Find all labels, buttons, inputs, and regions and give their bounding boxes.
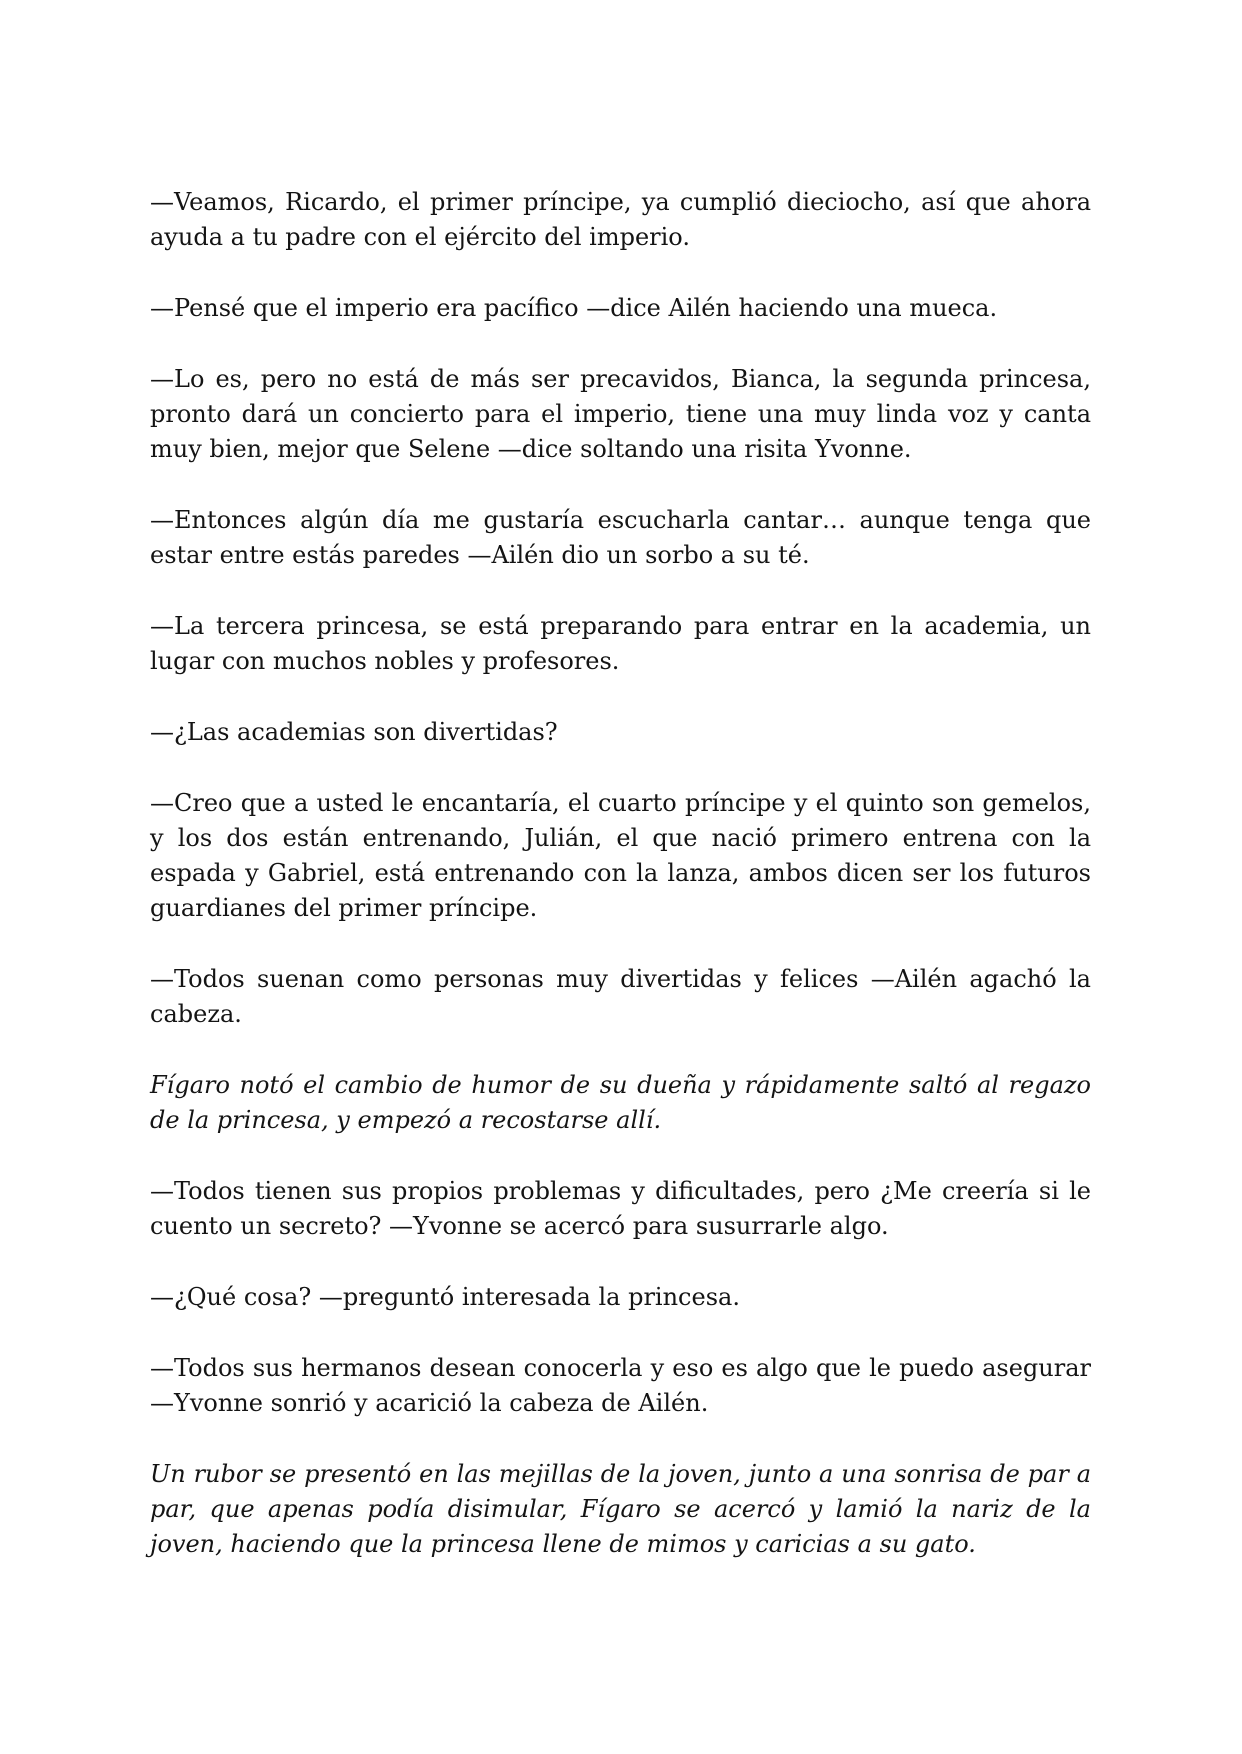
paragraph-7: —Creo que a usted le encantaría, el cuarto príncipe y el quinto son gemelos, y los dos están entrenando, Julián, el que nació primero entrena con la espada y Gabriel, está entrenando con la lanza, ambos dicen ser los futuros guardianes del primer príncipe. [150,789,1091,922]
paragraph-12: —Todos sus hermanos desean conocerla y eso es algo que le puedo asegurar —Yvonne sonrió y acarició la cabeza de Ailén. [150,1354,1091,1417]
paragraph-2: —Pensé que el imperio era pacífico —dice Ailén haciendo una mueca. [150,294,998,322]
paragraph-4: —Entonces algún día me gustaría escucharla cantar… aunque tenga que estar entre estás paredes —Ailén dio un sorbo a su té. [150,506,1091,569]
paragraph-1: —Veamos, Ricardo, el primer príncipe, ya cumplió dieciocho, así que ahora ayuda a tu padre con el ejército del imperio. [150,188,1091,251]
page-body [150,185,1091,1598]
paragraph-10: —Todos tienen sus propios problemas y dificultades, pero ¿Me creería si le cuento un secreto? —Yvonne se acercó para susurrarle algo. [150,1177,1091,1240]
paragraph-8: —Todos suenan como personas muy divertidas y felices —Ailén agachó la cabeza. [150,965,1091,1028]
paragraph-6: —¿Las academias son divertidas? [150,718,558,746]
paragraph-5: —La tercera princesa, se está preparando para entrar en la academia, un lugar con muchos nobles y profesores. [150,612,1091,675]
narration-paragraph-9: Fígaro notó el cambio de humor de su dueña y rápidamente saltó al regazo de la princesa, y empezó a recostarse allí. [150,1071,1091,1134]
narration-paragraph-13: Un rubor se presentó en las mejillas de la joven, junto a una sonrisa de par a par, que apenas podía disimular, Fígaro se acercó y lamió la nariz de la joven, haciendo que la princesa llene de mimos y caricias a su gato. [150,1460,1091,1558]
paragraph-11: —¿Qué cosa? —preguntó interesada la princesa. [150,1283,740,1311]
paragraph-3: —Lo es, pero no está de más ser precavidos, Bianca, la segunda princesa, pronto dará un concierto para el imperio, tiene una muy linda voz y canta muy bien, mejor que Selene —dice soltando una risita Yvonne. [150,365,1091,463]
